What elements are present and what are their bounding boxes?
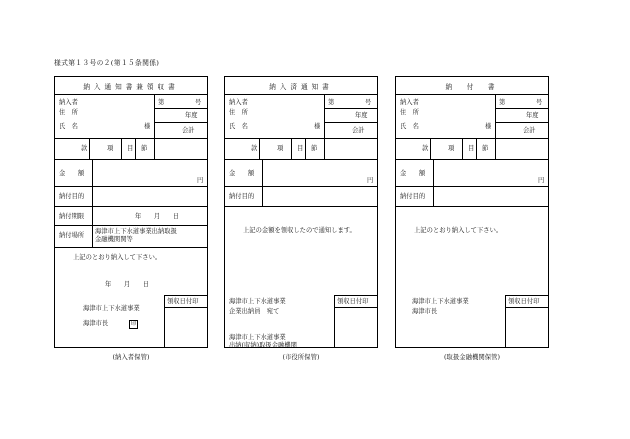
- kan-label: 款: [251, 145, 258, 152]
- amount-label: 金 額: [229, 170, 255, 177]
- message: 上記の金額を領収したので通知します。: [243, 227, 356, 234]
- yen-unit: 円: [367, 177, 374, 184]
- purpose-label: 納付目的: [59, 193, 85, 200]
- purpose-label: 納付目的: [400, 193, 426, 200]
- issue-date: 年 月 日: [105, 281, 150, 288]
- number-suffix: 号: [536, 99, 543, 106]
- form-payment-slip: [395, 76, 549, 348]
- setsu-label: 節: [482, 145, 489, 152]
- issuer-line-1: 海津市上下水道事業: [412, 298, 469, 305]
- issuer-line-4: 出納(収納)取扱金融機関: [229, 342, 297, 349]
- name-label: 氏 名: [400, 123, 419, 130]
- yen-unit: 円: [197, 177, 204, 184]
- form-notice: [224, 76, 378, 348]
- yen-unit: 円: [538, 177, 545, 184]
- number-label: 第: [328, 99, 335, 106]
- kou-label: 項: [107, 145, 114, 152]
- kan-label: 款: [422, 145, 429, 152]
- place-label: 納付場所: [59, 232, 85, 239]
- honorific: 様: [314, 123, 321, 130]
- number-label: 第: [499, 99, 506, 106]
- payer-label: 納入者: [229, 99, 248, 106]
- form-header: 様式第１３号の２(第１５条関係): [54, 59, 160, 67]
- caption-notice: (市役所保管): [282, 353, 320, 361]
- name-label: 氏 名: [59, 123, 78, 130]
- deadline-label: 納付期限: [59, 213, 85, 220]
- issuer-line-2: 企業出納員 宛て: [229, 308, 280, 315]
- form-receipt: [54, 76, 208, 348]
- deadline-value: 年 月 日: [135, 213, 180, 220]
- stamp-label: 領収日付印: [337, 298, 369, 305]
- year-label: 年度: [185, 112, 198, 119]
- setsu-label: 節: [311, 145, 318, 152]
- account-label: 会計: [182, 127, 195, 134]
- caption-receipt: (納入者保管): [112, 353, 150, 361]
- moku-label: 目: [468, 145, 475, 152]
- place-value-1: 海津市上下水道事業出納取扱: [95, 228, 177, 235]
- setsu-label: 節: [141, 145, 148, 152]
- amount-label: 金 額: [59, 170, 85, 177]
- year-label: 年度: [355, 112, 368, 119]
- message: 上記のとおり納入して下さい。: [414, 227, 503, 234]
- seal-mark: 印: [130, 321, 137, 327]
- issuer-line-2: 海津市長 印: [83, 320, 137, 327]
- form-title: 納 付 書: [445, 83, 499, 91]
- payer-label: 納入者: [400, 99, 419, 106]
- name-label: 氏 名: [229, 123, 248, 130]
- place-value-2: 金融機関関等: [95, 236, 133, 243]
- kou-label: 項: [448, 145, 455, 152]
- amount-label: 金 額: [400, 170, 426, 177]
- payer-label: 納入者: [59, 99, 78, 106]
- address-label: 住 所: [229, 109, 248, 116]
- account-label: 会計: [523, 127, 536, 134]
- issuer-line-1: 海津市上下水道事業: [83, 305, 140, 312]
- moku-label: 目: [297, 145, 304, 152]
- issuer-line-2: 海津市長: [412, 308, 438, 315]
- moku-label: 目: [127, 145, 134, 152]
- kan-label: 款: [81, 145, 88, 152]
- purpose-label: 納付目的: [229, 193, 255, 200]
- address-label: 住 所: [400, 109, 419, 116]
- stamp-label: 領収日付印: [167, 298, 199, 305]
- issuer-line-3: 海津市上下水道事業: [229, 334, 286, 341]
- account-label: 会計: [352, 127, 365, 134]
- honorific: 様: [144, 123, 151, 130]
- address-label: 住 所: [59, 109, 78, 116]
- caption-payment-slip: (取扱金融機関保管): [443, 353, 501, 361]
- number-suffix: 号: [195, 99, 202, 106]
- year-label: 年度: [526, 112, 539, 119]
- kou-label: 項: [277, 145, 284, 152]
- issuer-line-1: 海津市上下水道事業: [229, 298, 286, 305]
- honorific: 様: [485, 123, 492, 130]
- number-suffix: 号: [365, 99, 372, 106]
- number-label: 第: [158, 99, 165, 106]
- stamp-label: 領収日付印: [508, 298, 540, 305]
- form-title: 納入済通知書: [269, 83, 333, 91]
- form-title: 納入通知書兼領収書: [83, 83, 179, 91]
- message: 上記のとおり納入して下さい。: [73, 254, 162, 261]
